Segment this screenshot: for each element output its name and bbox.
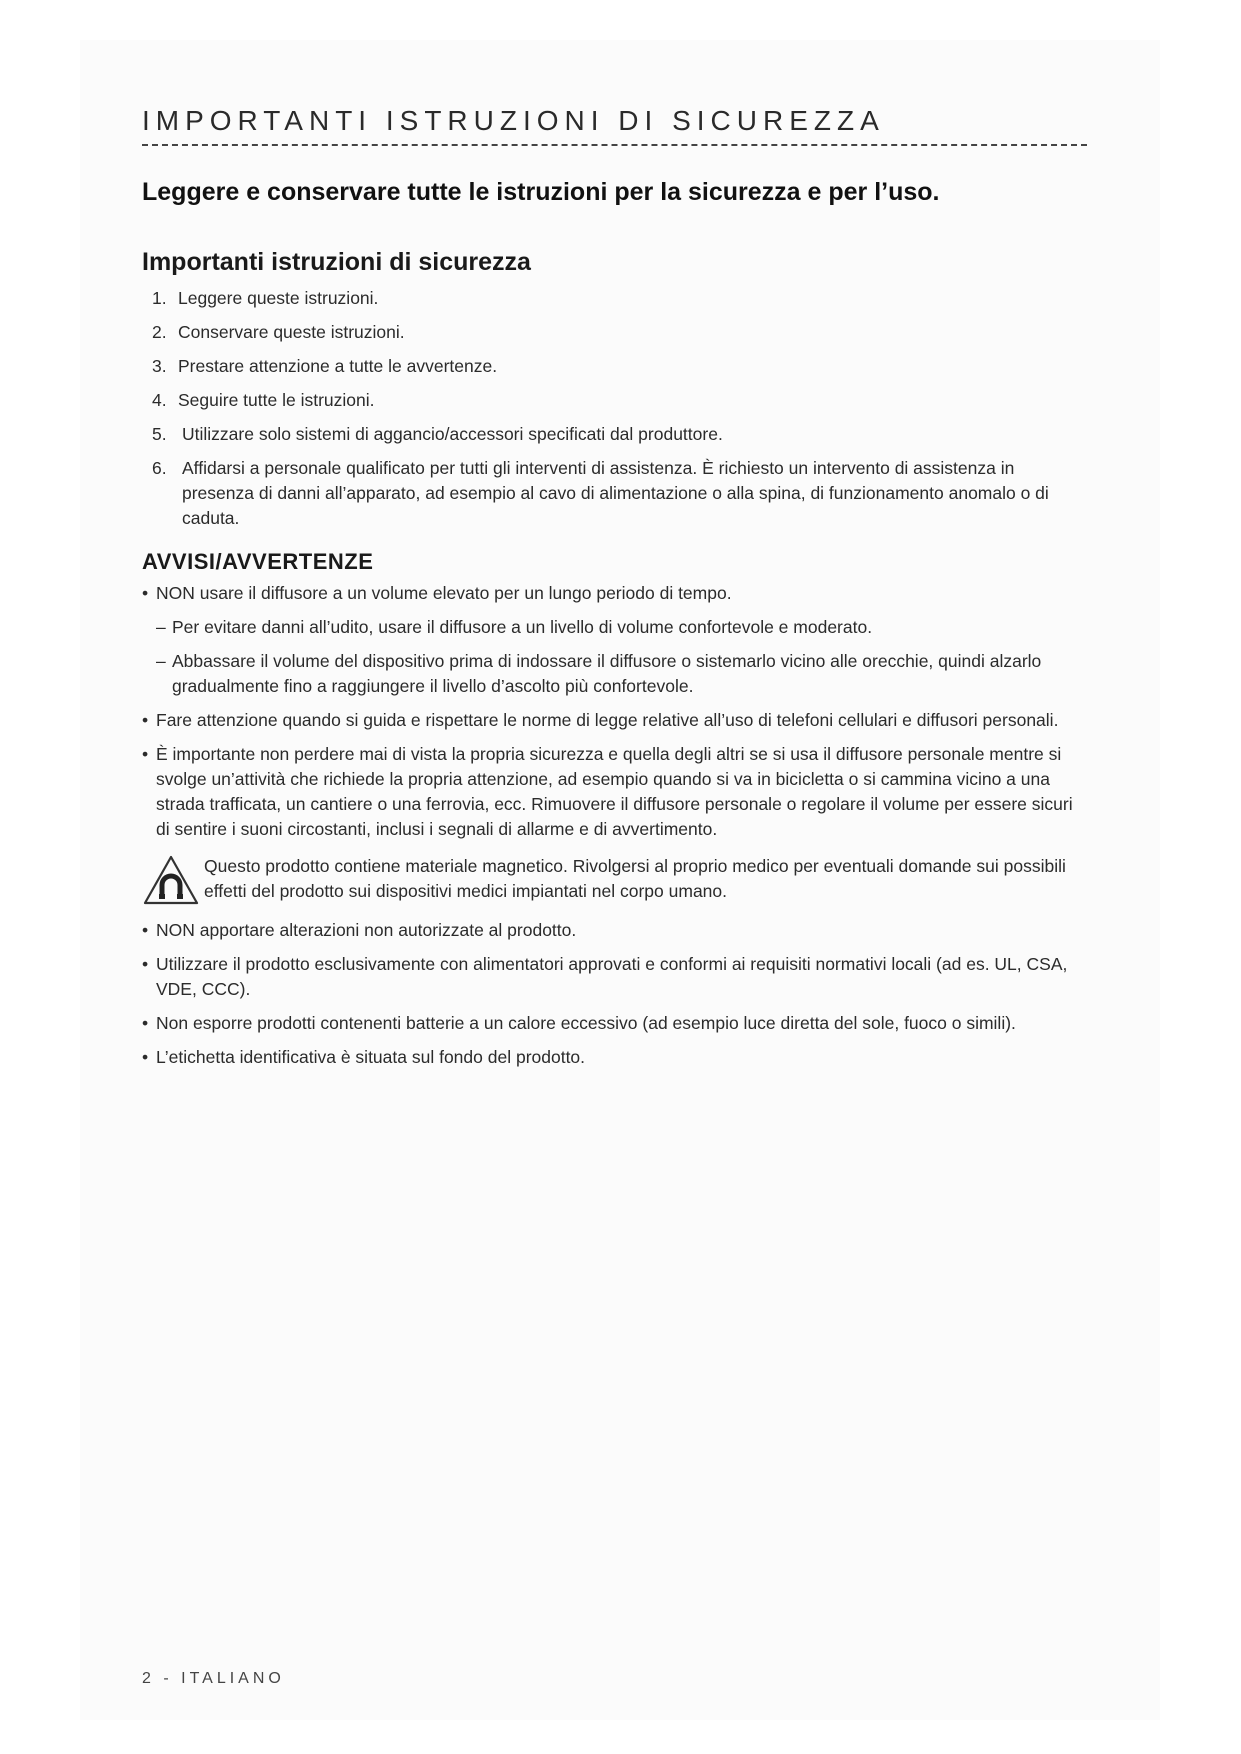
warnings-list [142, 581, 1087, 842]
warning-text: Utilizzare il prodotto esclusivamente con alimentatori approvati e conformi ai requisiti normativi locali (ad es. UL, CSA, VDE, CCC). [156, 954, 1068, 999]
instruction-item [152, 388, 1087, 413]
instruction-number: 4. [152, 390, 167, 410]
warning-text: Fare attenzione quando si guida e rispettare le norme di legge relative all’uso di telefoni cellulari e diffusori personali. [156, 710, 1059, 730]
instruction-item [152, 320, 1087, 345]
instruction-text: Conservare queste istruzioni. [178, 322, 405, 342]
lead-sentence: Leggere e conservare tutte le istruzioni per la sicurezza e per l’uso. [142, 178, 940, 206]
page-footer: 2 - ITALIANO [142, 1670, 285, 1687]
warning-text: Per evitare danni all’udito, usare il diffusore a un livello di volume confortevole e moderato. [172, 617, 873, 637]
instruction-number: 3. [152, 356, 167, 376]
dash-bullet: – [156, 651, 166, 671]
warning-subitem [142, 615, 1087, 640]
warning-item [142, 742, 1087, 842]
instructions-list [142, 286, 1087, 531]
instruction-item [152, 422, 1087, 447]
instruction-item [152, 286, 1087, 311]
instruction-item [152, 354, 1087, 379]
magnet-warning [142, 854, 1087, 908]
instruction-text: Seguire tutte le istruzioni. [178, 390, 375, 410]
dash-bullet: – [156, 617, 166, 637]
bullet: • [142, 710, 149, 730]
magnet-warning-text: Questo prodotto contiene materiale magnetico. Rivolgersi al proprio medico per eventuali domande sui possibili effetti del prodotto sui dispositivi medici impiantati nel corpo umano. [204, 856, 1066, 901]
warnings-heading: AVVISI/AVVERTENZE [142, 549, 374, 574]
warning-text: NON apportare alterazioni non autorizzate al prodotto. [156, 920, 577, 940]
bullet: • [142, 954, 149, 974]
instruction-number: 2. [152, 322, 167, 342]
warning-text: È importante non perdere mai di vista la propria sicurezza e quella degli altri se si usa il diffusore personale mentre si svolge un’attività che richiede la propria attenzione, ad esempio quando si va in bicicletta o si cammina vicino a una strada trafficata, un cantiere o una ferrovia, ecc. Rimuovere il diffusore personale o regolare il volume per essere sicuri di sentire i suoni circostanti, inclusi i segnali di allarme e di avvertimento. [156, 744, 1073, 839]
instruction-text: Utilizzare solo sistemi di aggancio/accessori specificati dal produttore. [182, 424, 723, 444]
warning-item [142, 581, 1087, 606]
warning-item [142, 1045, 1087, 1070]
warnings-list-continued [142, 918, 1087, 1070]
instruction-text: Affidarsi a personale qualificato per tutti gli interventi di assistenza. È richiesto un intervento di assistenza in presenza di danni all’apparato, ad esempio al cavo di alimentazione o alla spina, di funzionamento anomalo o di caduta. [182, 458, 1049, 528]
magnet-warning-icon [142, 854, 204, 908]
instruction-text: Prestare attenzione a tutte le avvertenze. [178, 356, 498, 376]
document-content [142, 104, 1087, 1079]
warning-text: Non esporre prodotti contenenti batterie a un calore eccessivo (ad esempio luce diretta del sole, fuoco o simili). [156, 1013, 1016, 1033]
section-title: IMPORTANTI ISTRUZIONI DI SICUREZZA [142, 104, 1087, 146]
warning-subitem [142, 649, 1087, 699]
bullet: • [142, 583, 149, 603]
warning-item [142, 1011, 1087, 1036]
instruction-text: Leggere queste istruzioni. [178, 288, 379, 308]
warning-text: Abbassare il volume del dispositivo prima di indossare il diffusore o sistemarlo vicino alle orecchie, quindi alzarlo gradualmente fino a raggiungere il livello d’ascolto più confortevole. [172, 651, 1042, 696]
bullet: • [142, 1013, 149, 1033]
warning-text: NON usare il diffusore a un volume elevato per un lungo periodo di tempo. [156, 583, 732, 603]
bullet: • [142, 744, 149, 764]
instruction-item [152, 456, 1087, 531]
bullet: • [142, 920, 149, 940]
instruction-number: 6. [152, 458, 167, 478]
warning-item [142, 918, 1087, 943]
warning-item [142, 952, 1087, 1002]
instruction-number: 1. [152, 288, 167, 308]
bullet: • [142, 1047, 149, 1067]
instructions-heading: Importanti istruzioni di sicurezza [142, 248, 531, 276]
warning-text: L’etichetta identificativa è situata sul fondo del prodotto. [156, 1047, 586, 1067]
instruction-number: 5. [152, 424, 167, 444]
warning-item [142, 708, 1087, 733]
